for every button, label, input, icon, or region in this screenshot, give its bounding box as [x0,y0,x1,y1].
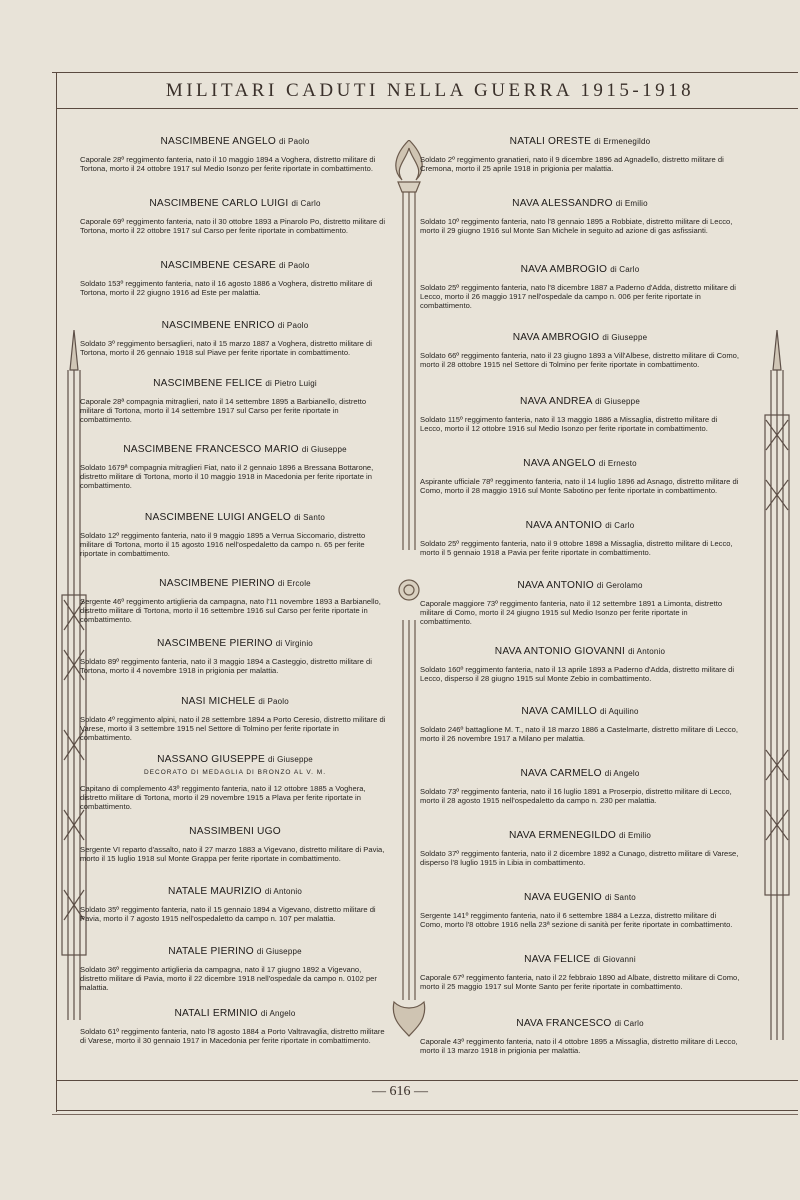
entry-name: NAVA ANGELO di Ernesto [523,458,637,469]
entry-name: NAVA CAMILLO di Aquilino [521,706,639,717]
list-item [420,830,740,867]
entry-text: Caporale maggiore 73º reggimento fanteria, nato il 12 settembre 1891 a Limonta, distretto militare di Como, morto il 24 giugno 1915 sul Medio Isonzo per ferite riportate in combattimento. [420,599,723,626]
entry-name: NAVA AMBROGIO di Giuseppe [512,332,648,343]
list-item [80,754,390,811]
list-item [420,198,740,235]
list-item [80,198,390,235]
entry-name: NAVA ANTONIO GIOVANNI di Antonio [494,646,666,657]
entry-text: Soldato 36º reggimento artiglieria da campagna, nato il 17 giugno 1892 a Vigevano, distretto militare di Pavia, morto il 22 dicembre 1918 nell'ospedale da campo n. 0102 per malattia. [80,965,377,992]
list-item [80,826,390,863]
decoration-note: DECORATO DI MEDAGLIA DI BRONZO AL V. M. [143,769,327,776]
entry-name: NASCIMBENE FELICE di Pietro Luigi [153,378,317,389]
entry-text: Soldato 2º reggimento granatieri, nato il 9 dicembre 1896 ad Agnadello, distretto militare di Cremona, morto il 25 aprile 1918 in prigionia per malattia. [420,155,724,173]
entry-name: NASSANO GIUSEPPE di Giuseppe [157,754,313,765]
entry-name: NAVA AMBROGIO di Carlo [520,264,640,275]
entry-name: NASCIMBENE CARLO LUIGI di Carlo [149,198,321,209]
page-number: — 616 — [372,1084,428,1099]
entry-text: Soldato 115º reggimento fanteria, nato il 13 maggio 1886 a Missaglia, distretto militare di Lecco, morto il 12 ottobre 1916 sul Medio Isonzo per ferite riportate in combattimento. [420,415,718,433]
entry-text: Soldato 25º reggimento fanteria, nato il 9 ottobre 1898 a Missaglia, distretto militare di Lecco, morto il 5 gennaio 1918 a Pavia per ferite riportate in combattimento. [420,539,733,557]
list-item [420,520,740,557]
frame-bottom-rule [56,1110,798,1111]
list-item [80,1008,390,1045]
list-item [80,512,390,558]
frame-left-rule [56,72,57,1112]
page-title: MILITARI CADUTI NELLA GUERRA 1915-1918 [165,80,695,101]
list-item [420,458,740,495]
entry-text: Caporale 43º reggimento fanteria, nato il 4 ottobre 1895 a Missaglia, distretto militare di Lecco, morto il 13 marzo 1918 in prigionia per malattia. [420,1037,738,1055]
frame-footer-rule [56,1080,798,1081]
left-fasces-ornament-icon [60,330,88,1030]
list-item [80,320,390,357]
entry-name: NASCIMBENE CESARE di Paolo [160,260,310,271]
entry-text: Sergente VI reparto d'assalto, nato il 27 marzo 1883 a Vigevano, distretto militare di Pavia, morto il 15 luglio 1918 sul Monte Grappa per ferite riportate in combattimento. [80,845,385,863]
list-item [420,136,740,173]
entry-text: Soldato 4º reggimento alpini, nato il 28 settembre 1894 a Porto Ceresio, distretto militare di Varese, morto il 3 settembre 1915 nel Settore di Tolmino per ferite riportate in combattimento. [80,715,386,742]
entry-name: NAVA ALESSANDRO di Emilio [512,198,648,209]
list-item [420,646,740,683]
entry-name: NASCIMBENE ANGELO di Paolo [160,136,310,147]
list-item [420,580,740,626]
entry-text: Soldato 25º reggimento fanteria, nato l'8 dicembre 1887 a Paderno d'Adda, distretto militare di Lecco, morto il 26 maggio 1917 nell'ospedale da campo n. 006 per ferite riportate in combattimento. [420,283,736,310]
entry-name: NASCIMBENE PIERINO di Virginio [157,638,313,649]
entry-text: Soldato 37º reggimento fanteria, nato il 2 dicembre 1892 a Cunago, distretto militare di Varese, disperso l'8 luglio 1915 in Libia in combattimento. [420,849,739,867]
entry-name: NAVA FELICE di Giovanni [524,954,636,965]
entry-name: NAVA EUGENIO di Santo [524,892,636,903]
entry-name: NATALI ORESTE di Ermenegildo [509,136,651,147]
entry-text: Soldato 10º reggimento fanteria, nato l'8 gennaio 1895 a Robbiate, distretto militare di Lecco, morto il 29 giugno 1916 sul Monte San Michele in seguito ad azione di gas asfissianti. [420,217,733,235]
entry-name: NATALE PIERINO di Giuseppe [168,946,302,957]
entry-name: NATALI ERMINIO di Angelo [174,1008,296,1019]
entry-text: Caporale 69º reggimento fanteria, nato il 30 ottobre 1893 a Pinarolo Po, distretto militare di Tortona, morto il 22 ottobre 1917 sul Carso per ferite riportate in combattimento. [80,217,386,235]
entry-text: Soldato 61º reggimento fanteria, nato l'8 agosto 1884 a Porto Valtravaglia, distretto militare di Varese, morto il 30 gennaio 1917 in Macedonia per ferite riportate in combattimento. [80,1027,385,1045]
list-item [80,638,390,675]
entry-text: Soldato 246º battaglione M. T., nato il 18 marzo 1886 a Castelmarte, distretto militare di Lecco, morto il 26 novembre 1917 a Milano per malattia. [420,725,738,743]
entry-text: Soldato 89º reggimento fanteria, nato il 3 maggio 1894 a Casteggio, distretto militare di Tortona, morto il 4 novembre 1918 in prigionia per malattia. [80,657,372,675]
list-item [80,444,390,490]
list-item [80,578,390,624]
list-item [80,886,390,923]
entry-text: Caporale 67º reggimento fanteria, nato il 22 febbraio 1890 ad Albate, distretto militare di Como, morto il 25 maggio 1917 sul Monte Santo per ferite riportate in combattimento. [420,973,740,991]
list-item [80,260,390,297]
list-item [80,696,390,742]
entry-text: Capitano di complemento 43º reggimento fanteria, nato il 12 ottobre 1885 a Voghera, distretto militare di Tortona, morto il 29 novembre 1915 a Plava per ferite riportate in combattimento. [80,784,366,811]
entry-name: NASI MICHELE di Paolo [181,696,289,707]
list-item [420,892,740,929]
list-item [420,264,740,310]
entry-text: Soldato 153º reggimento fanteria, nato il 16 agosto 1886 a Voghera, distretto militare di Tortona, morto il 22 giugno 1916 ad Este per malattia. [80,279,373,297]
entry-text: Sergente 141º reggimento fanteria, nato il 6 settembre 1884 a Lezza, distretto militare di Como, morto l'8 ottobre 1916 nella 23ª sezione di sanità per ferite riportate in combattimento. [420,911,733,929]
frame-top-rule [52,72,798,73]
list-item [420,1018,740,1055]
entry-text: Soldato 12º reggimento fanteria, nato il 9 maggio 1895 a Verrua Siccomario, distretto militare di Tortona, morto il 15 agosto 1916 nell'ospedaletto da campo n. 65 per ferite riportate in combattimento. [80,531,366,558]
list-item [420,954,740,991]
list-item [420,768,740,805]
entry-name: NAVA CARMELO di Angelo [520,768,640,779]
entry-text: Soldato 1679ª compagnia mitraglieri Fiat, nato il 2 gennaio 1896 a Bressana Bottarone, distretto militare di Tortona, morto il 10 maggio 1918 in Macedonia per ferite riportate in combattimento. [80,463,374,490]
entry-name: NASSIMBENI UGO [189,826,281,837]
list-item [420,706,740,743]
entry-name: NAVA ERMENEGILDO di Emilio [508,830,652,841]
entry-name: NAVA ANTONIO di Gerolamo [517,580,643,591]
entry-text: Soldato 66º reggimento fanteria, nato il 23 giugno 1893 a Vill'Albese, distretto militare di Como, morto il 28 ottobre 1915 nel Settore di Tolmino per ferite riportate in combattimento. [420,351,739,369]
entry-text: Soldato 73º reggimento fanteria, nato il 16 luglio 1891 a Proserpio, distretto militare di Lecco, morto il 28 agosto 1915 nell'ospedaletto da campo n. 230 per malattia. [420,787,732,805]
list-item [80,946,390,992]
entry-text: Soldato 160º reggimento fanteria, nato il 13 aprile 1893 a Paderno d'Adda, distretto militare di Lecco, disperso il 28 giugno 1915 sul Monte Zebio in combattimento. [420,665,735,683]
entry-name: NAVA ANDREA di Giuseppe [520,396,640,407]
entry-name: NASCIMBENE ENRICO di Paolo [161,320,309,331]
list-item [420,332,740,369]
right-fasces-ornament-icon [762,330,792,1050]
entry-name: NAVA FRANCESCO di Carlo [516,1018,644,1029]
list-item [420,396,740,433]
entry-text: Caporale 28ª compagnia mitraglieri, nato il 14 settembre 1895 a Barbianello, distretto militare di Tortona, morto il 14 settembre 1917 sul Carso per ferite riportate in combattimento. [80,397,367,424]
frame-header-rule [56,108,798,109]
entry-name: NAVA ANTONIO di Carlo [525,520,635,531]
entry-name: NASCIMBENE LUIGI ANGELO di Santo [144,512,326,523]
entry-text: Aspirante ufficiale 78º reggimento fanteria, nato il 14 luglio 1896 ad Asnago, distretto militare di Como, morto il 28 maggio 1916 sul Monte Sabotino per ferite riportate in combattimento. [420,477,739,495]
entry-text: Sergente 46º reggimento artiglieria da campagna, nato l'11 novembre 1893 a Barbianello, distretto militare di Tortona, morto il 16 settembre 1916 sul Carso per ferite riportate in combattimento. [80,597,381,624]
entry-text: Soldato 35º reggimento fanteria, nato il 15 gennaio 1894 a Vigevano, distretto militare di Pavia, morto il 7 agosto 1915 nell'ospedaletto da campo n. 107 per malattia. [80,905,376,923]
list-item [80,378,390,424]
entry-text: Caporale 28º reggimento fanteria, nato il 10 maggio 1894 a Voghera, distretto militare di Tortona, morto il 24 ottobre 1917 sul Medio Isonzo per ferite riportate in combattimento. [80,155,376,173]
entry-name: NATALE MAURIZIO di Antonio [168,886,302,897]
entry-name: NASCIMBENE PIERINO di Ercole [159,578,311,589]
entry-name: NASCIMBENE FRANCESCO MARIO di Giuseppe [123,444,347,455]
list-item [80,136,390,173]
frame-bottom-rule-outer [52,1114,798,1115]
entry-text: Soldato 3º reggimento bersaglieri, nato il 15 marzo 1887 a Voghera, distretto militare di Tortona, morto il 26 gennaio 1918 sul Piave per ferite riportate in combattimento. [80,339,372,357]
